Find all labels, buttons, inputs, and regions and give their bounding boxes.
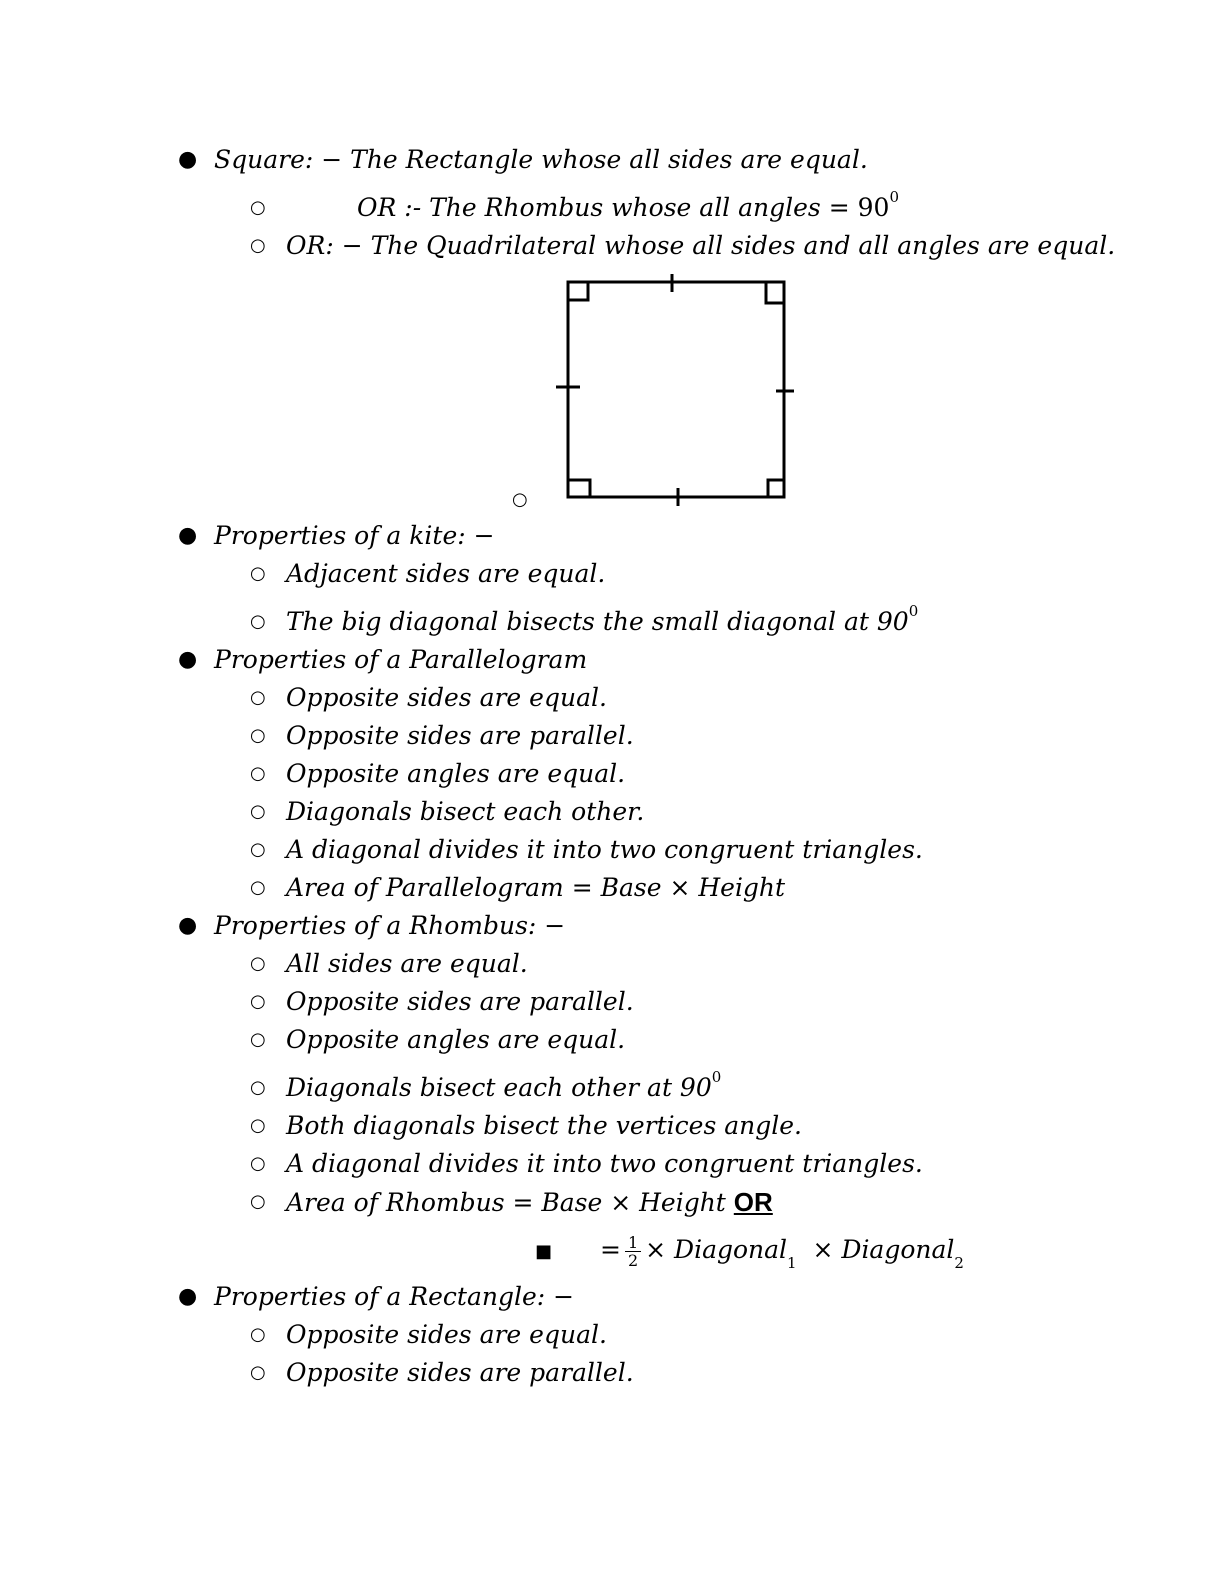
bullet-level2: ○ bbox=[250, 235, 266, 256]
right-angle-mark-bottom-right bbox=[768, 480, 784, 497]
bullet-level2: ○ bbox=[512, 489, 528, 510]
fraction-numerator: 1 bbox=[625, 1234, 641, 1252]
diagonal-term-2: × Diagonal bbox=[812, 1235, 955, 1264]
bullet-level2: ○ bbox=[250, 197, 266, 218]
bullet-level2: ○ bbox=[250, 763, 266, 784]
bullet-level2: ○ bbox=[250, 877, 266, 898]
parallelogram-item: Opposite angles are equal. bbox=[286, 759, 626, 788]
bullet-level2: ○ bbox=[250, 1077, 266, 1098]
rhombus-item: All sides are equal. bbox=[286, 949, 528, 978]
bullet-level1: ● bbox=[178, 523, 198, 548]
bullet-level2: ○ bbox=[250, 611, 266, 632]
kite-item bbox=[286, 602, 919, 638]
rectangle-item: Opposite sides are equal. bbox=[286, 1320, 607, 1349]
bullet-level2: ○ bbox=[250, 839, 266, 860]
bullet-level3: ■ bbox=[535, 1241, 553, 1262]
degree-superscript: 0 bbox=[908, 602, 919, 620]
right-angle-mark-bottom-left bbox=[568, 480, 590, 497]
bullet-level2: ○ bbox=[250, 563, 266, 584]
square-heading: Square: − The Rectangle whose all sides are equal. bbox=[214, 145, 868, 174]
right-angle-mark-top-left bbox=[568, 282, 588, 300]
parallelogram-item: A diagonal divides it into two congruent triangles. bbox=[286, 835, 923, 864]
bullet-level1: ● bbox=[178, 647, 198, 672]
kite-item: Adjacent sides are equal. bbox=[286, 559, 606, 588]
kite-heading: Properties of a kite: − bbox=[214, 521, 495, 550]
rhombus-item-text: Diagonals bisect each other at 90 bbox=[286, 1073, 712, 1102]
bullet-level1: ● bbox=[178, 147, 198, 172]
parallelogram-item: Opposite sides are equal. bbox=[286, 683, 607, 712]
kite-item-text: The big diagonal bisects the small diagonal at 90 bbox=[286, 607, 909, 636]
degree-superscript: 0 bbox=[711, 1068, 722, 1086]
rhombus-item: Both diagonals bisect the vertices angle. bbox=[286, 1111, 802, 1140]
subscript-1: 1 bbox=[787, 1254, 797, 1272]
square-or-rhombus-value: = 90 bbox=[828, 193, 890, 222]
fraction-denominator: 2 bbox=[627, 1251, 639, 1270]
bullet-level2: ○ bbox=[250, 991, 266, 1012]
square-diagram bbox=[550, 270, 800, 515]
square-or-rhombus bbox=[357, 188, 899, 224]
parallelogram-item: Opposite sides are parallel. bbox=[286, 721, 634, 750]
rectangle-item: Opposite sides are parallel. bbox=[286, 1358, 634, 1387]
square-or-rhombus-text: OR :- The Rhombus whose all angles bbox=[357, 193, 821, 222]
rectangle-heading: Properties of a Rectangle: − bbox=[214, 1282, 575, 1311]
bullet-level2: ○ bbox=[250, 725, 266, 746]
bullet-level2: ○ bbox=[250, 1115, 266, 1136]
parallelogram-area-formula: Area of Parallelogram = Base × Height bbox=[286, 873, 786, 902]
rhombus-diagonal-formula bbox=[600, 1230, 964, 1270]
degree-superscript: 0 bbox=[889, 188, 899, 206]
parallelogram-heading: Properties of a Parallelogram bbox=[214, 645, 588, 674]
rhombus-heading: Properties of a Rhombus: − bbox=[214, 911, 566, 940]
bullet-level2: ○ bbox=[250, 1324, 266, 1345]
rhombus-area-formula bbox=[286, 1186, 773, 1219]
subscript-2: 2 bbox=[954, 1254, 964, 1272]
bullet-level2: ○ bbox=[250, 1362, 266, 1383]
bullet-level2: ○ bbox=[250, 953, 266, 974]
bullet-level1: ● bbox=[178, 913, 198, 938]
equals-sign: = bbox=[600, 1235, 621, 1264]
bullet-level2: ○ bbox=[250, 687, 266, 708]
bullet-level2: ○ bbox=[250, 801, 266, 822]
rhombus-item: Opposite sides are parallel. bbox=[286, 987, 634, 1016]
bullet-level2: ○ bbox=[250, 1153, 266, 1174]
or-label: OR bbox=[733, 1187, 773, 1217]
right-angle-mark-top-right bbox=[766, 282, 784, 303]
bullet-level2: ○ bbox=[250, 1191, 266, 1212]
parallelogram-item: Diagonals bisect each other. bbox=[286, 797, 645, 826]
square-outline bbox=[568, 282, 784, 497]
rhombus-area-text: Area of Rhombus = Base × Height bbox=[286, 1188, 734, 1217]
bullet-level1: ● bbox=[178, 1284, 198, 1309]
bullet-level2: ○ bbox=[250, 1029, 266, 1050]
rhombus-item: A diagonal divides it into two congruent triangles. bbox=[286, 1149, 923, 1178]
square-or-quadrilateral: OR: − The Quadrilateral whose all sides and all angles are equal. bbox=[286, 231, 1116, 260]
rhombus-item: Opposite angles are equal. bbox=[286, 1025, 626, 1054]
fraction-one-half bbox=[625, 1234, 641, 1269]
diagonal-term-1: × Diagonal bbox=[645, 1235, 788, 1264]
rhombus-item bbox=[286, 1068, 722, 1104]
